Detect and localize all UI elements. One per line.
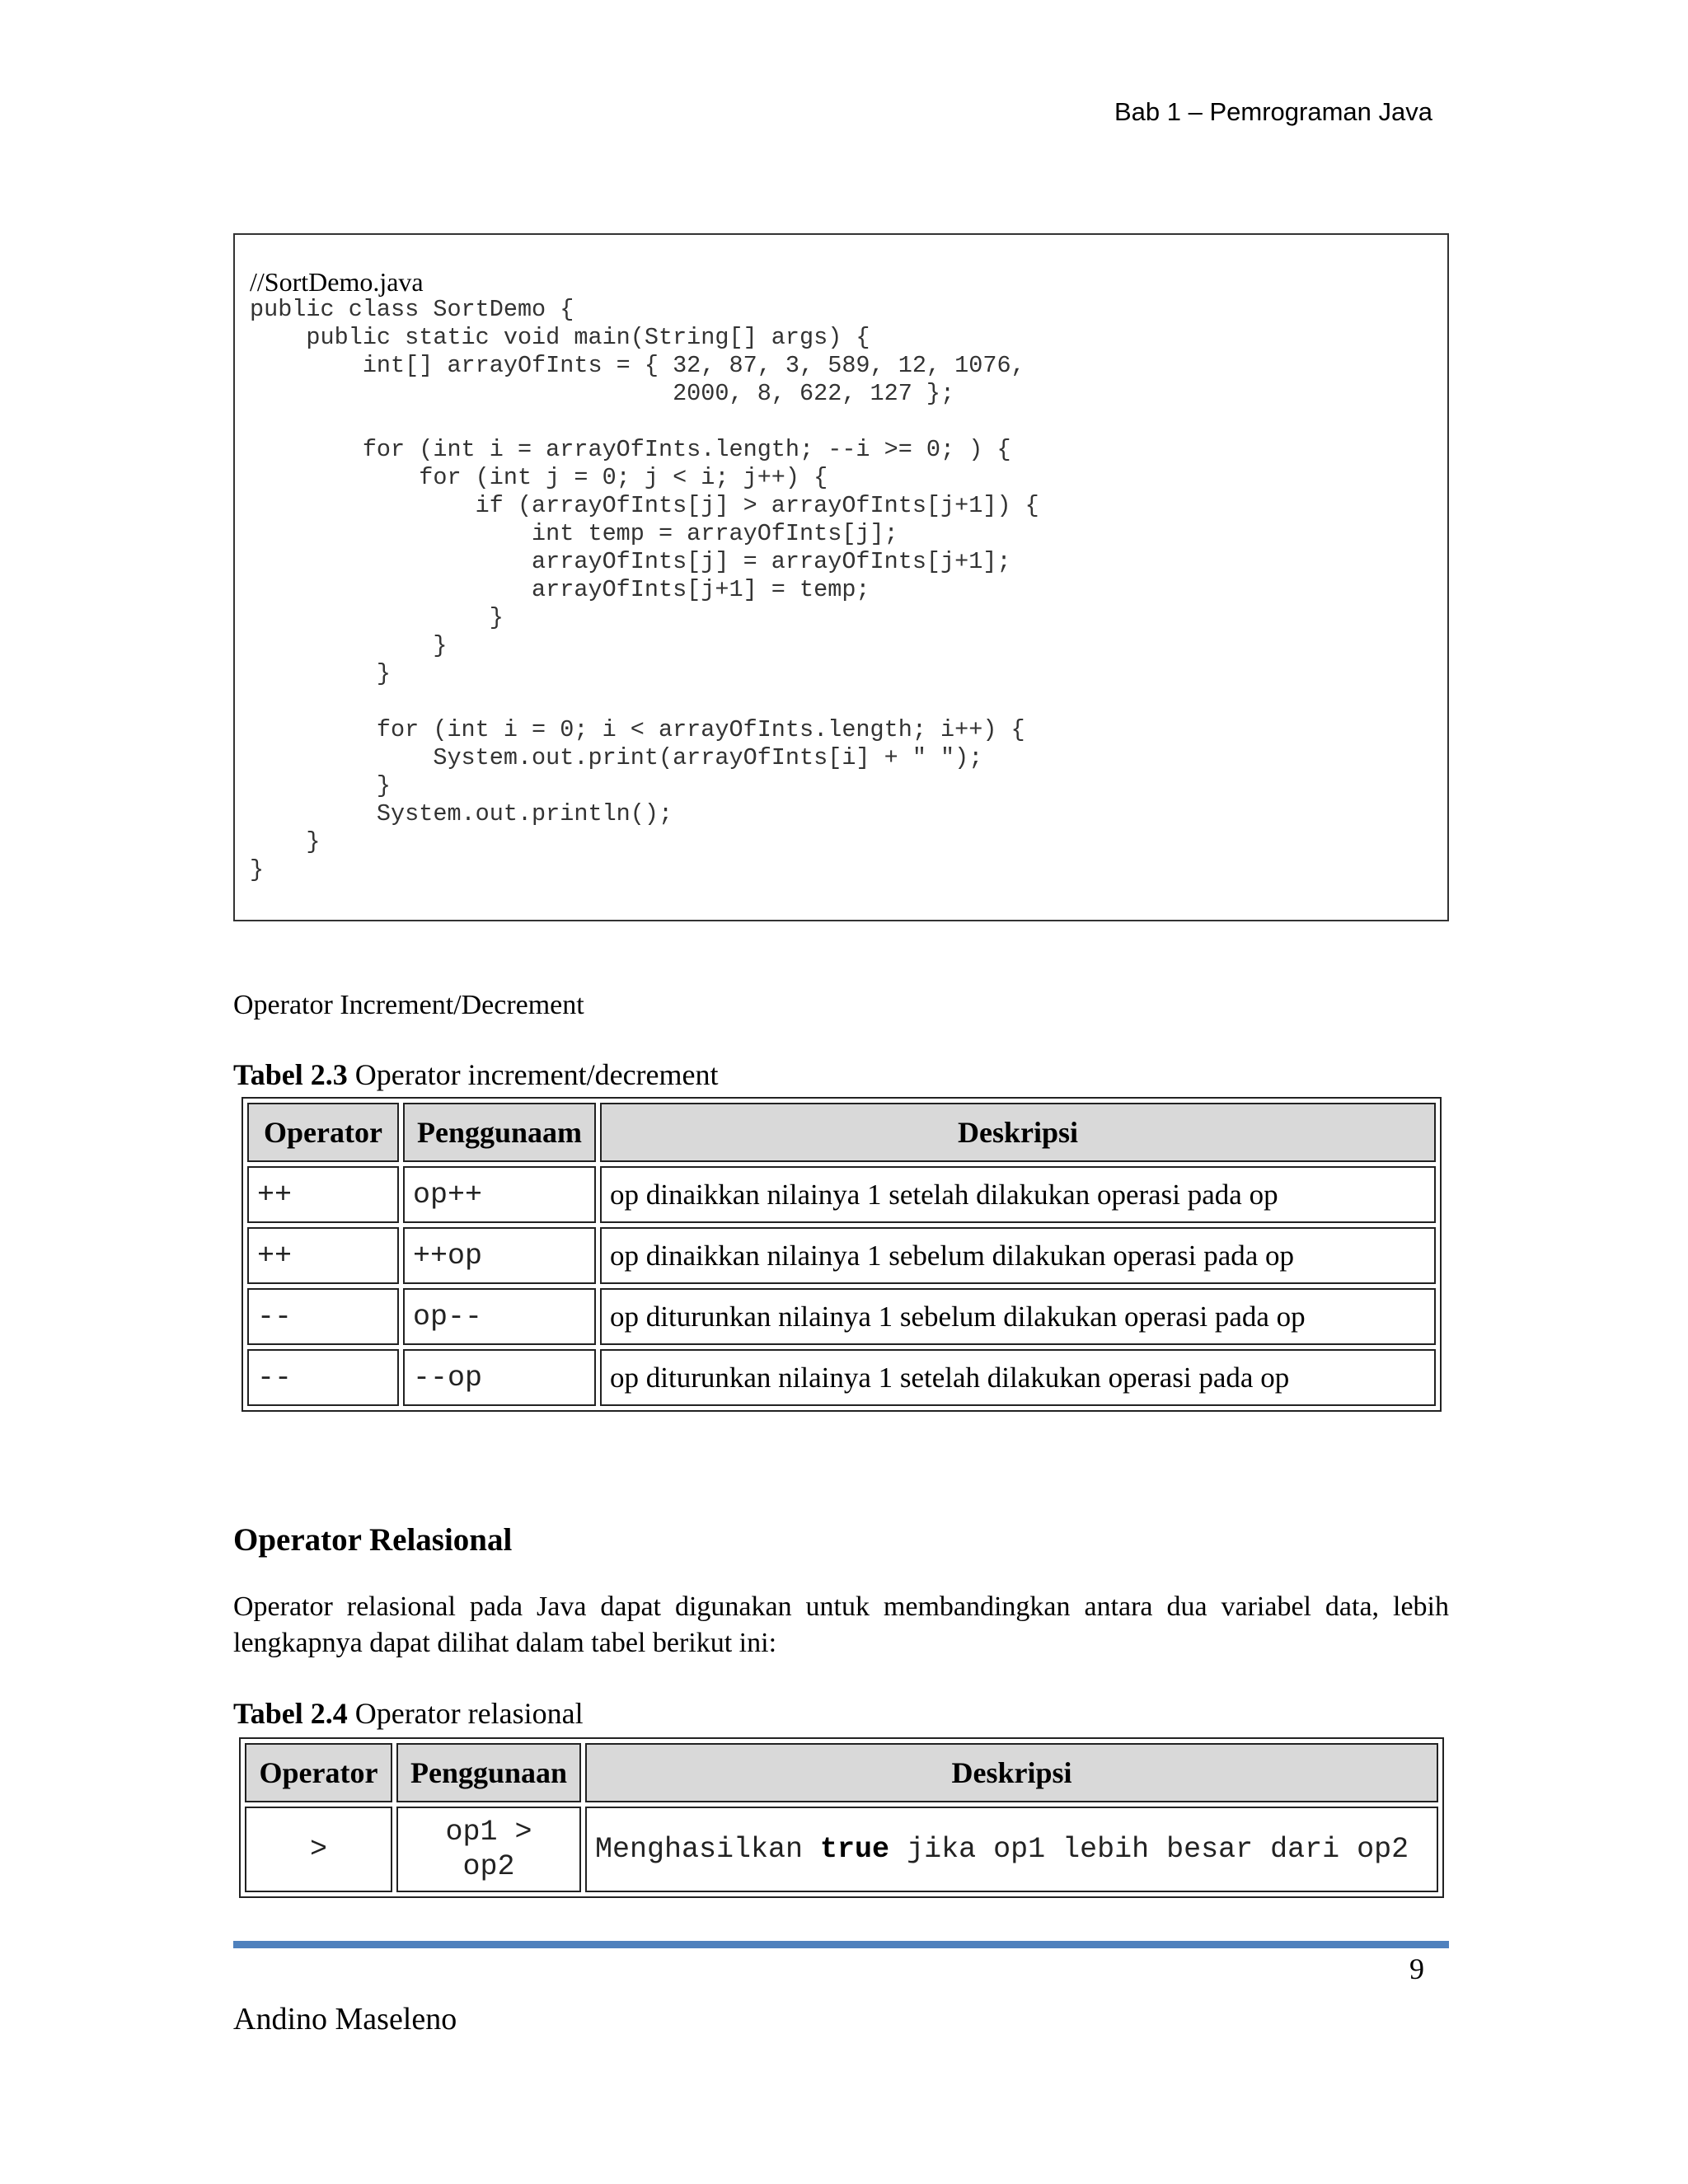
col-header-operator: Operator	[245, 1743, 392, 1802]
table24-caption-text: Operator relasional	[347, 1697, 584, 1730]
cell-description	[585, 1807, 1438, 1892]
table-row	[247, 1349, 1436, 1406]
col-header-description: Deskripsi	[585, 1743, 1438, 1802]
page-number: 9	[1409, 1952, 1424, 1985]
relational-operator-table	[239, 1737, 1444, 1898]
cell-operator: ++	[247, 1166, 399, 1223]
cell-operator: --	[247, 1349, 399, 1406]
col-header-operator: Operator	[247, 1103, 399, 1162]
table23-caption	[233, 1057, 719, 1092]
cell-operator: >	[245, 1807, 392, 1892]
table-row	[247, 1227, 1436, 1284]
cell-usage: op++	[403, 1166, 596, 1223]
cell-usage-line1: op1 >	[445, 1816, 532, 1849]
table-header-row	[247, 1103, 1436, 1162]
section-title-incdec: Operator Increment/Decrement	[233, 990, 584, 1020]
cell-usage	[396, 1807, 581, 1892]
desc-text-post: jika op1 lebih besar dari op2	[889, 1833, 1409, 1866]
cell-description: op diturunkan nilainya 1 sebelum dilakukan operasi pada op	[600, 1288, 1436, 1345]
section-body-relational: Operator relasional pada Java dapat digunakan untuk membandingkan antara dua variabel data, lebih lengkapnya dapat dilihat dalam tabel berikut ini:	[233, 1591, 1449, 1658]
running-header: Bab 1 – Pemrograman Java	[1114, 97, 1432, 126]
table23-caption-text: Operator increment/decrement	[347, 1058, 719, 1091]
table24-caption-label: Tabel 2.4	[233, 1697, 348, 1730]
table24-caption	[233, 1696, 584, 1731]
footer-rule	[233, 1941, 1449, 1948]
table-row	[247, 1166, 1436, 1223]
cell-description: op dinaikkan nilainya 1 sebelum dilakukan operasi pada op	[600, 1227, 1436, 1284]
cell-description: op diturunkan nilainya 1 setelah dilakukan operasi pada op	[600, 1349, 1436, 1406]
desc-text-pre: Menghasilkan	[595, 1833, 821, 1866]
col-header-usage: Penggunaam	[403, 1103, 596, 1162]
cell-usage-line2: op2	[462, 1850, 515, 1883]
table-row	[247, 1288, 1436, 1345]
cell-usage: ++op	[403, 1227, 596, 1284]
cell-operator: ++	[247, 1227, 399, 1284]
code-listing	[233, 233, 1449, 921]
col-header-description: Deskripsi	[600, 1103, 1436, 1162]
desc-keyword-true: true	[820, 1833, 890, 1866]
col-header-usage: Penggunaan	[396, 1743, 581, 1802]
table23-caption-label: Tabel 2.3	[233, 1058, 348, 1091]
footer-author: Andino Maseleno	[233, 2002, 457, 2036]
table-row	[245, 1807, 1438, 1892]
cell-operator: --	[247, 1288, 399, 1345]
increment-decrement-table	[241, 1097, 1442, 1412]
table-header-row	[245, 1743, 1438, 1802]
cell-usage: --op	[403, 1349, 596, 1406]
code-body: public class SortDemo { public static void main(String[] args) { int[] arrayOfInts = { 32, 87, 3, 589, 12, 1076, 2000, 8, 622, 127 }; for (int i = arrayOfInts.length; --i >= 0; ) { for (int j = 0; j < i; j++) { if (arrayOfInts[j] > arrayOfInts[j+1]) { int temp = arrayOfInts[j]; arrayOfInts[j] = arrayOfInts[j+1]; arrayOfInts[j+1] = temp; } } } for (int i = 0; i < arrayOfInts.length; i++) { System.out.print(arrayOfInts[i] + " "); } System.out.println(); } }	[250, 296, 1039, 883]
cell-description: op dinaikkan nilainya 1 setelah dilakukan operasi pada op	[600, 1166, 1436, 1223]
section-title-relational: Operator Relasional	[233, 1522, 513, 1558]
code-filename: //SortDemo.java	[250, 267, 424, 297]
cell-usage: op--	[403, 1288, 596, 1345]
